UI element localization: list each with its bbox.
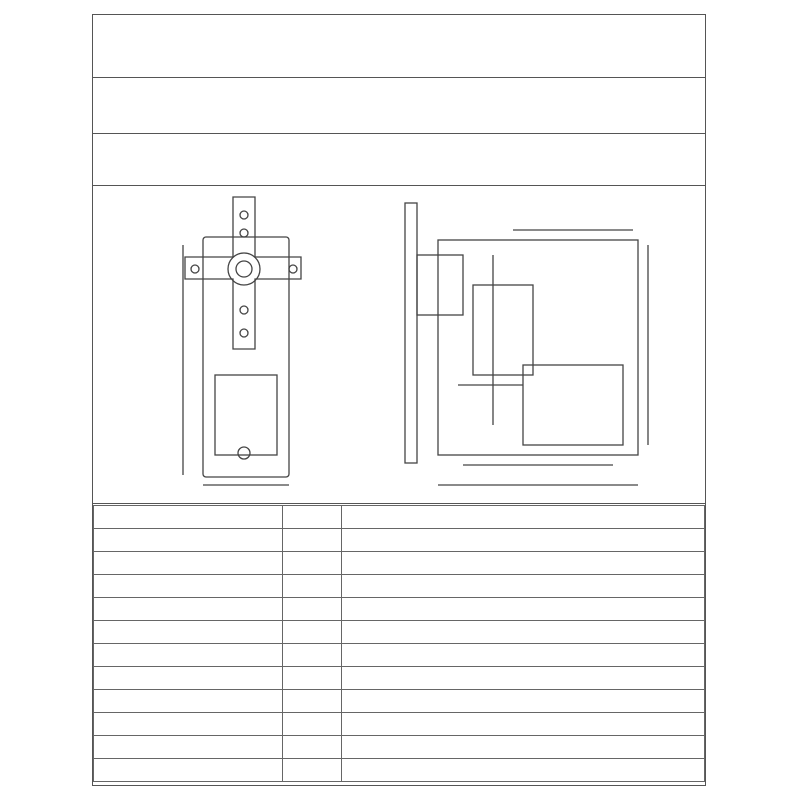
spec-label xyxy=(94,736,283,759)
spec-label xyxy=(94,667,283,690)
series-title xyxy=(93,77,705,134)
table-row xyxy=(94,598,705,621)
spec-voltage xyxy=(283,759,342,782)
spec-value xyxy=(342,552,705,575)
spec-voltage xyxy=(283,529,342,552)
spec-title xyxy=(93,133,705,186)
spec-value xyxy=(342,736,705,759)
table-row xyxy=(94,713,705,736)
spec-label xyxy=(94,506,283,529)
side-motor xyxy=(523,365,623,445)
spec-value xyxy=(342,506,705,529)
spec-label xyxy=(94,598,283,621)
spec-value xyxy=(342,598,705,621)
table-row xyxy=(94,552,705,575)
table-row xyxy=(94,621,705,644)
front-label-area xyxy=(215,375,277,455)
spec-value xyxy=(342,529,705,552)
side-body xyxy=(438,240,638,455)
table-row xyxy=(94,644,705,667)
spec-voltage xyxy=(283,690,342,713)
table-row xyxy=(94,667,705,690)
table-row xyxy=(94,690,705,713)
spec-value xyxy=(342,644,705,667)
servo-diagram xyxy=(93,185,705,503)
spec-voltage xyxy=(283,598,342,621)
spec-voltage xyxy=(283,552,342,575)
table-row xyxy=(94,736,705,759)
table-row xyxy=(94,759,705,782)
spec-label xyxy=(94,552,283,575)
spec-voltage xyxy=(283,575,342,598)
table-row xyxy=(94,529,705,552)
dimension-drawing xyxy=(93,185,705,504)
spec-voltage xyxy=(283,713,342,736)
spec-value xyxy=(342,575,705,598)
spec-voltage xyxy=(283,667,342,690)
spec-value xyxy=(342,621,705,644)
spec-label xyxy=(94,575,283,598)
spec-table xyxy=(93,505,705,782)
brand-title xyxy=(93,15,705,78)
spec-label xyxy=(94,759,283,782)
spec-voltage xyxy=(283,621,342,644)
spec-voltage xyxy=(283,644,342,667)
spec-label xyxy=(94,529,283,552)
spec-value xyxy=(342,690,705,713)
spec-value xyxy=(342,667,705,690)
spec-sheet xyxy=(92,14,706,786)
spec-label xyxy=(94,690,283,713)
table-row xyxy=(94,575,705,598)
front-body xyxy=(203,237,289,477)
spec-label xyxy=(94,644,283,667)
spec-label xyxy=(94,713,283,736)
table-row xyxy=(94,506,705,529)
spec-voltage xyxy=(283,736,342,759)
spec-voltage xyxy=(283,506,342,529)
side-horn xyxy=(405,203,417,463)
spec-label xyxy=(94,621,283,644)
spec-value xyxy=(342,713,705,736)
spec-value xyxy=(342,759,705,782)
